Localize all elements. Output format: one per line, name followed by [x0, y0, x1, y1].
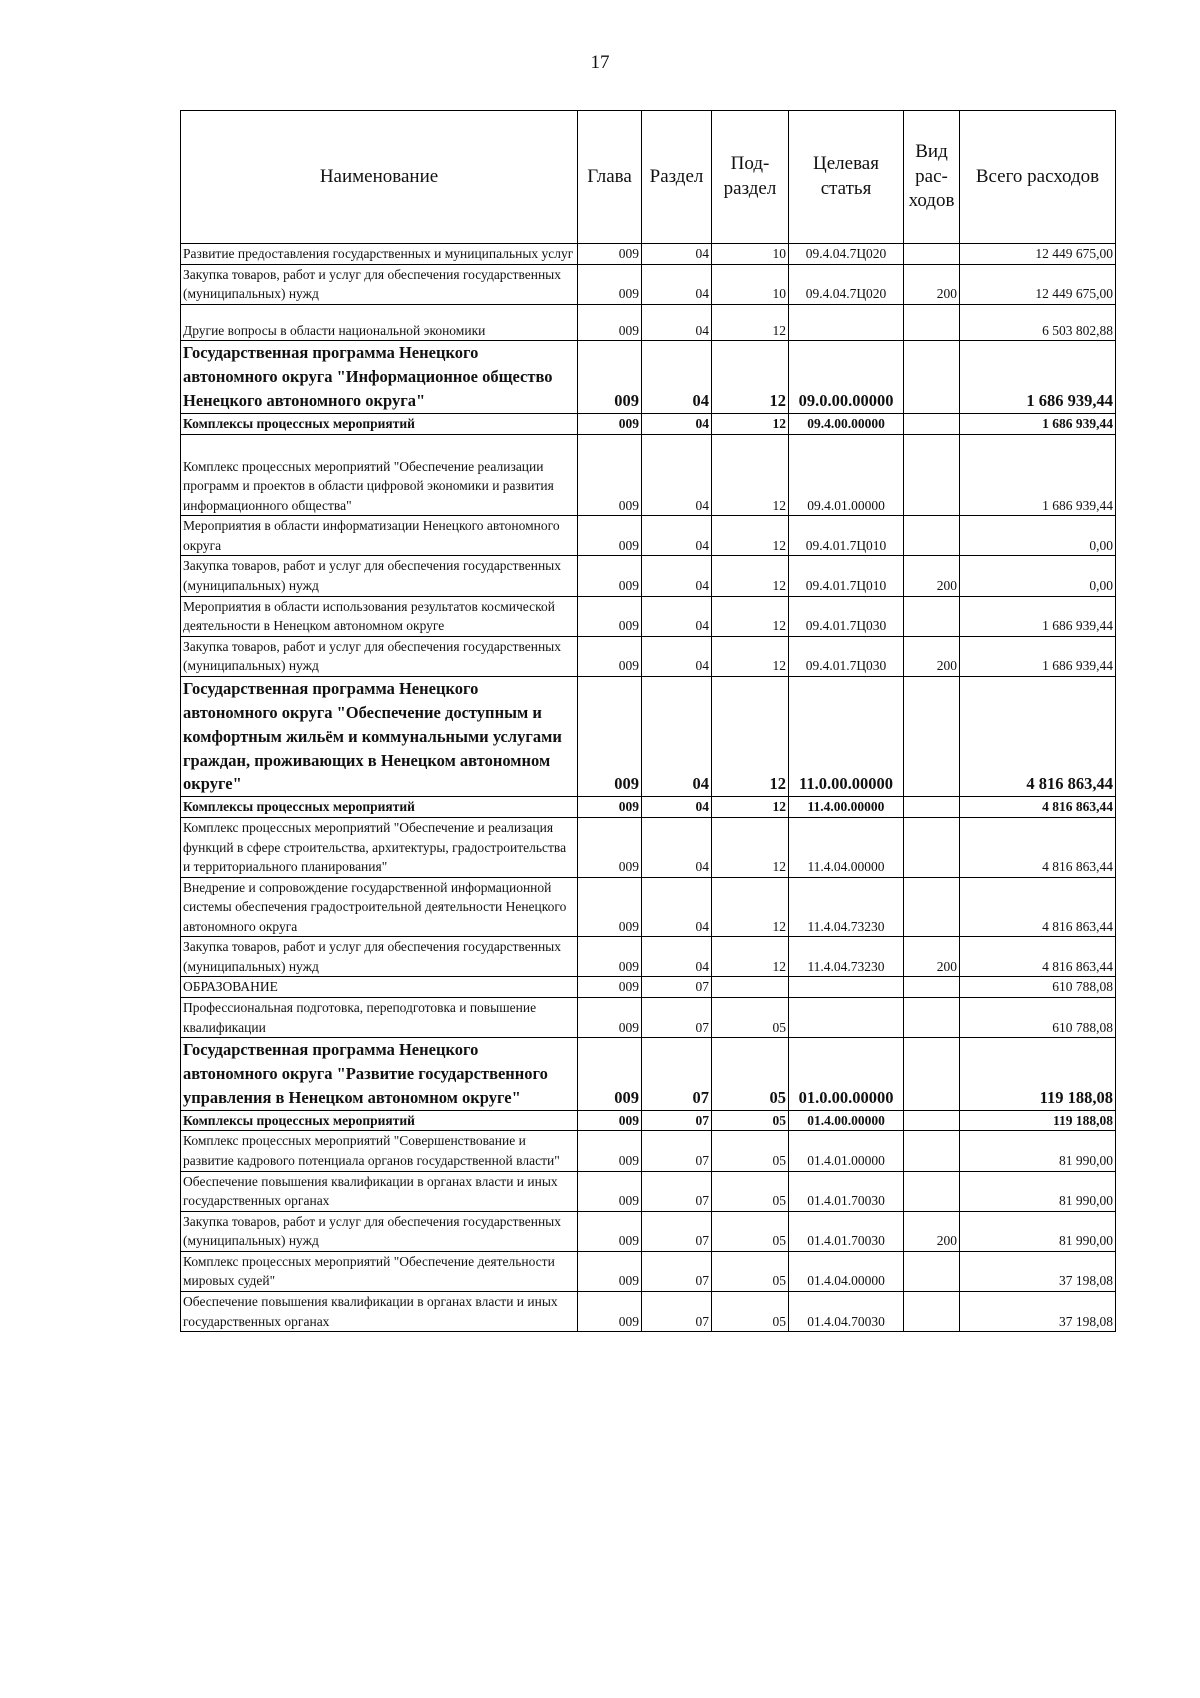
- cell-razdel: 07: [642, 1251, 712, 1291]
- cell-celevaya: 09.4.00.00000: [789, 414, 904, 435]
- cell-total: 610 788,08: [960, 977, 1116, 998]
- cell-podrazdel: 12: [712, 516, 789, 556]
- cell-podrazdel: 05: [712, 1251, 789, 1291]
- cell-glava: 009: [578, 1291, 642, 1331]
- table-row: [181, 516, 1116, 556]
- cell-razdel: 07: [642, 1038, 712, 1111]
- cell-celevaya: [789, 977, 904, 998]
- table-row: [181, 304, 1116, 341]
- cell-name: Обеспечение повышения квалификации в органах власти и иных государственных органах: [181, 1291, 578, 1331]
- cell-vid: [904, 1110, 960, 1131]
- table-row: [181, 1038, 1116, 1111]
- cell-vid: 200: [904, 636, 960, 676]
- cell-celevaya: 09.4.01.7Ц010: [789, 516, 904, 556]
- cell-vid: [904, 596, 960, 636]
- cell-name: Комплекс процессных мероприятий "Совершенствование и развитие кадрового потенциала органов государственной власти": [181, 1131, 578, 1171]
- cell-vid: [904, 1291, 960, 1331]
- cell-glava: 009: [578, 434, 642, 516]
- cell-vid: 200: [904, 937, 960, 977]
- cell-podrazdel: 12: [712, 414, 789, 435]
- cell-vid: [904, 817, 960, 877]
- cell-total: 1 686 939,44: [960, 434, 1116, 516]
- cell-glava: 009: [578, 998, 642, 1038]
- cell-razdel: 07: [642, 1171, 712, 1211]
- cell-celevaya: [789, 998, 904, 1038]
- cell-podrazdel: 12: [712, 341, 789, 414]
- header-celevaya: Целевая статья: [789, 111, 904, 244]
- cell-podrazdel: 05: [712, 1291, 789, 1331]
- header-razdel: Раздел: [642, 111, 712, 244]
- cell-glava: 009: [578, 797, 642, 818]
- cell-vid: [904, 244, 960, 265]
- cell-razdel: 07: [642, 1110, 712, 1131]
- cell-glava: 009: [578, 414, 642, 435]
- cell-celevaya: 09.4.01.00000: [789, 434, 904, 516]
- cell-glava: 009: [578, 1211, 642, 1251]
- cell-vid: [904, 676, 960, 797]
- cell-vid: [904, 1131, 960, 1171]
- cell-podrazdel: 10: [712, 264, 789, 304]
- cell-razdel: 07: [642, 1291, 712, 1331]
- cell-celevaya: 01.0.00.00000: [789, 1038, 904, 1111]
- cell-vid: [904, 414, 960, 435]
- cell-total: 37 198,08: [960, 1291, 1116, 1331]
- cell-vid: 200: [904, 556, 960, 596]
- cell-name: Закупка товаров, работ и услуг для обеспечения государственных (муниципальных) нужд: [181, 636, 578, 676]
- cell-glava: 009: [578, 304, 642, 341]
- cell-glava: 009: [578, 877, 642, 937]
- table-row: [181, 1211, 1116, 1251]
- cell-vid: [904, 877, 960, 937]
- cell-total: 81 990,00: [960, 1171, 1116, 1211]
- cell-glava: 009: [578, 1251, 642, 1291]
- table-row: [181, 877, 1116, 937]
- cell-razdel: 04: [642, 341, 712, 414]
- cell-total: 37 198,08: [960, 1251, 1116, 1291]
- cell-podrazdel: 12: [712, 817, 789, 877]
- cell-name: Мероприятия в области использования результатов космической деятельности в Ненецком автономном округе: [181, 596, 578, 636]
- cell-podrazdel: 05: [712, 1038, 789, 1111]
- cell-name: Обеспечение повышения квалификации в органах власти и иных государственных органах: [181, 1171, 578, 1211]
- cell-celevaya: 11.4.04.73230: [789, 937, 904, 977]
- cell-podrazdel: 12: [712, 556, 789, 596]
- cell-celevaya: 09.4.01.7Ц030: [789, 596, 904, 636]
- cell-name: Развитие предоставления государственных и муниципальных услуг: [181, 244, 578, 265]
- cell-celevaya: 09.4.04.7Ц020: [789, 244, 904, 265]
- cell-glava: 009: [578, 977, 642, 998]
- table-row: [181, 817, 1116, 877]
- cell-razdel: 04: [642, 304, 712, 341]
- table-row: [181, 1171, 1116, 1211]
- cell-name: Государственная программа Ненецкого автономного округа "Развитие государственного управления в Ненецком автономном округе": [181, 1038, 578, 1111]
- cell-name: Профессиональная подготовка, переподготовка и повышение квалификации: [181, 998, 578, 1038]
- cell-glava: 009: [578, 1038, 642, 1111]
- cell-glava: 009: [578, 1131, 642, 1171]
- cell-vid: [904, 341, 960, 414]
- cell-total: 119 188,08: [960, 1110, 1116, 1131]
- cell-celevaya: 01.4.04.00000: [789, 1251, 904, 1291]
- cell-podrazdel: 12: [712, 877, 789, 937]
- cell-total: 119 188,08: [960, 1038, 1116, 1111]
- cell-name: Закупка товаров, работ и услуг для обеспечения государственных (муниципальных) нужд: [181, 937, 578, 977]
- cell-vid: [904, 1038, 960, 1111]
- cell-total: 12 449 675,00: [960, 264, 1116, 304]
- cell-razdel: 07: [642, 1211, 712, 1251]
- cell-name: Комплексы процессных мероприятий: [181, 797, 578, 818]
- cell-name: Закупка товаров, работ и услуг для обеспечения государственных (муниципальных) нужд: [181, 264, 578, 304]
- cell-vid: [904, 516, 960, 556]
- cell-podrazdel: 12: [712, 434, 789, 516]
- cell-glava: 009: [578, 937, 642, 977]
- cell-podrazdel: 12: [712, 304, 789, 341]
- cell-celevaya: 09.4.01.7Ц030: [789, 636, 904, 676]
- header-vid: Вид рас- ходов: [904, 111, 960, 244]
- cell-podrazdel: 05: [712, 1171, 789, 1211]
- table-row: [181, 636, 1116, 676]
- cell-podrazdel: 12: [712, 676, 789, 797]
- table-row: [181, 341, 1116, 414]
- table-row: [181, 264, 1116, 304]
- cell-glava: 009: [578, 817, 642, 877]
- header-podrazdel: Под- раздел: [712, 111, 789, 244]
- table-row: [181, 244, 1116, 265]
- table-row: [181, 1251, 1116, 1291]
- cell-glava: 009: [578, 516, 642, 556]
- cell-vid: [904, 434, 960, 516]
- cell-total: 4 816 863,44: [960, 676, 1116, 797]
- cell-razdel: 04: [642, 556, 712, 596]
- cell-razdel: 04: [642, 516, 712, 556]
- cell-name: Мероприятия в области информатизации Ненецкого автономного округа: [181, 516, 578, 556]
- cell-podrazdel: 05: [712, 1131, 789, 1171]
- table-row: [181, 414, 1116, 435]
- cell-total: 1 686 939,44: [960, 341, 1116, 414]
- cell-celevaya: 09.4.01.7Ц010: [789, 556, 904, 596]
- cell-razdel: 04: [642, 817, 712, 877]
- cell-podrazdel: 10: [712, 244, 789, 265]
- cell-podrazdel: 05: [712, 1110, 789, 1131]
- cell-glava: 009: [578, 244, 642, 265]
- cell-vid: [904, 998, 960, 1038]
- cell-celevaya: 01.4.01.00000: [789, 1131, 904, 1171]
- cell-name: ОБРАЗОВАНИЕ: [181, 977, 578, 998]
- table-body: [181, 244, 1116, 1332]
- table-row: [181, 434, 1116, 516]
- cell-celevaya: 11.4.04.73230: [789, 877, 904, 937]
- budget-table: [180, 110, 1116, 1332]
- cell-vid: [904, 304, 960, 341]
- cell-celevaya: 01.4.04.70030: [789, 1291, 904, 1331]
- cell-total: 4 816 863,44: [960, 937, 1116, 977]
- cell-glava: 009: [578, 264, 642, 304]
- cell-podrazdel: 12: [712, 937, 789, 977]
- table-row: [181, 676, 1116, 797]
- cell-glava: 009: [578, 1171, 642, 1211]
- header-name: Наименование: [181, 111, 578, 244]
- cell-name: Комплекс процессных мероприятий "Обеспечение и реализация функций в сфере строительства, архитектуры, градостроительства и территориального планирования": [181, 817, 578, 877]
- cell-celevaya: 09.0.00.00000: [789, 341, 904, 414]
- cell-glava: 009: [578, 341, 642, 414]
- cell-razdel: 07: [642, 977, 712, 998]
- cell-vid: 200: [904, 1211, 960, 1251]
- header-glava: Глава: [578, 111, 642, 244]
- cell-glava: 009: [578, 556, 642, 596]
- cell-podrazdel: 05: [712, 998, 789, 1038]
- cell-name: Государственная программа Ненецкого автономного округа "Обеспечение доступным и комфортным жильём и коммунальными услугами граждан, проживающих в Ненецком автономном округе": [181, 676, 578, 797]
- table-row: [181, 797, 1116, 818]
- cell-total: 4 816 863,44: [960, 817, 1116, 877]
- cell-name: Комплекс процессных мероприятий "Обеспечение деятельности мировых судей": [181, 1251, 578, 1291]
- table-row: [181, 1110, 1116, 1131]
- cell-vid: [904, 797, 960, 818]
- cell-vid: [904, 1171, 960, 1211]
- table-row: [181, 977, 1116, 998]
- cell-razdel: 04: [642, 434, 712, 516]
- cell-vid: [904, 1251, 960, 1291]
- cell-podrazdel: 05: [712, 1211, 789, 1251]
- cell-name: Комплексы процессных мероприятий: [181, 1110, 578, 1131]
- cell-razdel: 07: [642, 1131, 712, 1171]
- cell-podrazdel: 12: [712, 596, 789, 636]
- page-number: 17: [590, 52, 610, 73]
- cell-total: 4 816 863,44: [960, 877, 1116, 937]
- cell-podrazdel: [712, 977, 789, 998]
- table-row: [181, 998, 1116, 1038]
- cell-name: Другие вопросы в области национальной экономики: [181, 304, 578, 341]
- cell-podrazdel: 12: [712, 797, 789, 818]
- cell-razdel: 04: [642, 676, 712, 797]
- cell-name: Государственная программа Ненецкого автономного округа "Информационное общество Ненецкого автономного округа": [181, 341, 578, 414]
- cell-razdel: 04: [642, 877, 712, 937]
- cell-celevaya: 01.4.01.70030: [789, 1211, 904, 1251]
- cell-total: 81 990,00: [960, 1211, 1116, 1251]
- cell-razdel: 04: [642, 414, 712, 435]
- cell-glava: 009: [578, 676, 642, 797]
- cell-razdel: 04: [642, 797, 712, 818]
- cell-celevaya: 01.4.00.00000: [789, 1110, 904, 1131]
- cell-glava: 009: [578, 596, 642, 636]
- cell-total: 0,00: [960, 556, 1116, 596]
- cell-vid: [904, 977, 960, 998]
- cell-total: 1 686 939,44: [960, 414, 1116, 435]
- cell-total: 1 686 939,44: [960, 596, 1116, 636]
- cell-total: 12 449 675,00: [960, 244, 1116, 265]
- table-row: [181, 596, 1116, 636]
- cell-razdel: 04: [642, 937, 712, 977]
- cell-celevaya: 11.0.00.00000: [789, 676, 904, 797]
- cell-name: Закупка товаров, работ и услуг для обеспечения государственных (муниципальных) нужд: [181, 1211, 578, 1251]
- cell-celevaya: 09.4.04.7Ц020: [789, 264, 904, 304]
- cell-total: 1 686 939,44: [960, 636, 1116, 676]
- cell-razdel: 07: [642, 998, 712, 1038]
- cell-total: 4 816 863,44: [960, 797, 1116, 818]
- table-row: [181, 1131, 1116, 1171]
- cell-glava: 009: [578, 1110, 642, 1131]
- table-row: [181, 937, 1116, 977]
- table-row: [181, 556, 1116, 596]
- cell-vid: 200: [904, 264, 960, 304]
- cell-total: 610 788,08: [960, 998, 1116, 1038]
- cell-total: 0,00: [960, 516, 1116, 556]
- table-header-row: [181, 111, 1116, 244]
- cell-razdel: 04: [642, 596, 712, 636]
- cell-celevaya: 11.4.00.00000: [789, 797, 904, 818]
- cell-total: 6 503 802,88: [960, 304, 1116, 341]
- cell-razdel: 04: [642, 636, 712, 676]
- cell-celevaya: 01.4.01.70030: [789, 1171, 904, 1211]
- cell-razdel: 04: [642, 264, 712, 304]
- cell-name: Комплекс процессных мероприятий "Обеспечение реализации программ и проектов в области цифровой экономики и развития информационного общества": [181, 434, 578, 516]
- cell-name: Внедрение и сопровождение государственной информационной системы обеспечения градостроительной деятельности Ненецкого автономного округа: [181, 877, 578, 937]
- cell-celevaya: 11.4.04.00000: [789, 817, 904, 877]
- cell-razdel: 04: [642, 244, 712, 265]
- cell-podrazdel: 12: [712, 636, 789, 676]
- cell-glava: 009: [578, 636, 642, 676]
- cell-celevaya: [789, 304, 904, 341]
- cell-total: 81 990,00: [960, 1131, 1116, 1171]
- cell-name: Закупка товаров, работ и услуг для обеспечения государственных (муниципальных) нужд: [181, 556, 578, 596]
- header-total: Всего расходов: [960, 111, 1116, 244]
- table-row: [181, 1291, 1116, 1331]
- cell-name: Комплексы процессных мероприятий: [181, 414, 578, 435]
